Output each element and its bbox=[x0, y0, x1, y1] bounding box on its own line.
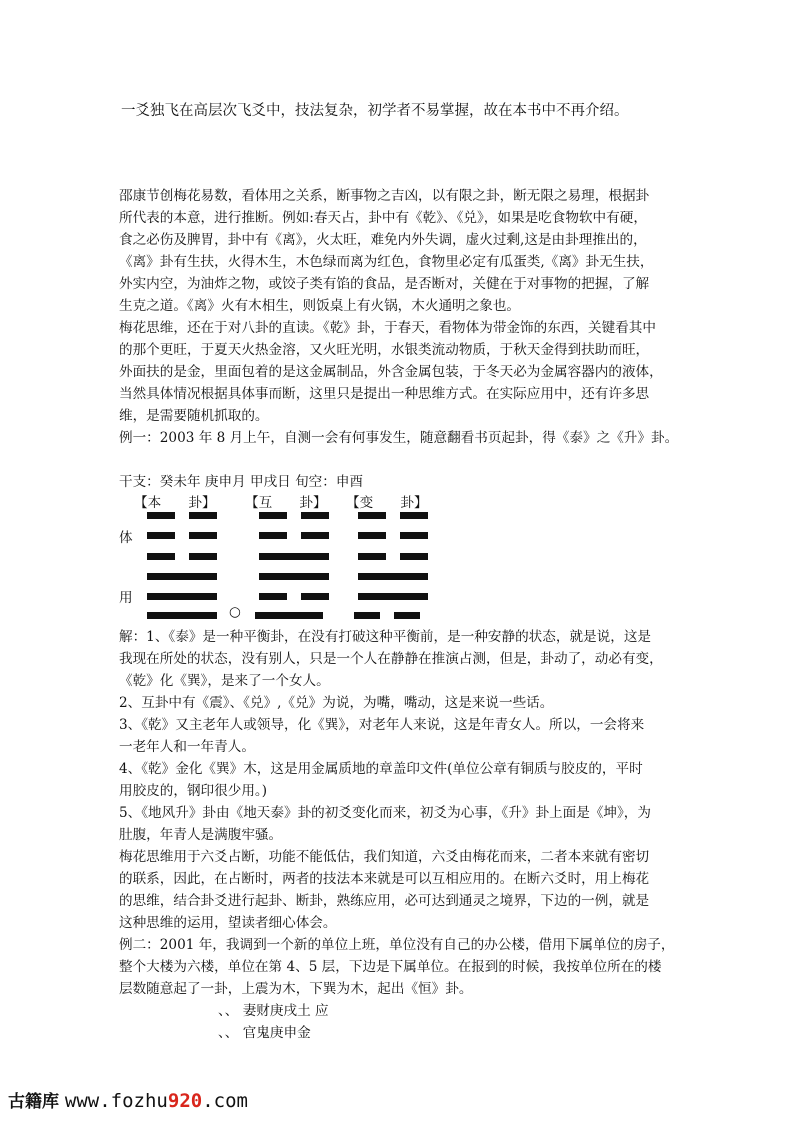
text-line: 《离》卦有生扶，火得木生，木色绿而离为红色，食物里必定有瓜蛋类,《离》卦无生扶， bbox=[119, 254, 654, 270]
yao-bar bbox=[400, 512, 428, 519]
yao-bar bbox=[189, 532, 217, 539]
yao-bar bbox=[147, 612, 217, 619]
footer-site-prefix: www.fozhu bbox=[64, 1090, 168, 1112]
yao-bar bbox=[259, 532, 287, 539]
hexagram-header-hu: 【互 卦】 bbox=[245, 495, 327, 511]
text-line: 例一：2003 年 8 月上午，自测一会有何事发生，随意翻看书页起卦，得《泰》之《升》卦。 bbox=[119, 430, 679, 446]
yao-bar bbox=[358, 512, 386, 519]
yao-bar bbox=[259, 593, 287, 600]
yao-bar bbox=[189, 512, 217, 519]
yao-bar bbox=[358, 532, 386, 539]
moving-line-mark: ○ bbox=[229, 604, 241, 620]
text-line: 维，是需要随机抓取的。 bbox=[119, 408, 269, 424]
text-line: 层数随意起了一卦，上震为木，下巽为木，起出《恒》卦。 bbox=[119, 981, 473, 997]
text-line: 用胶皮的，钢印很少用。) bbox=[119, 783, 268, 799]
ti-label: 体 bbox=[119, 530, 133, 546]
text-line: 肚腹，年青人是满腹牢骚。 bbox=[119, 827, 283, 843]
ganzhi-line: 干支：癸未年 庚申月 甲戌日 旬空：申酉 bbox=[119, 474, 364, 490]
text-line: 梅花思维，还在于对八卦的直读。《乾》卦，于春天，看物体为带金饰的东西，关键看其中 bbox=[119, 320, 656, 336]
text-line: 梅花思维用于六爻占断，功能不能低估，我们知道，六爻由梅花而来，二者本来就有密切 bbox=[119, 849, 650, 865]
text-line: 解：1、《泰》是一种平衡卦，在没有打破这种平衡前，是一种安静的状态，就是说，这是 bbox=[119, 629, 652, 645]
yao-bar bbox=[301, 532, 329, 539]
footer-watermark bbox=[8, 1087, 248, 1112]
yao-bar bbox=[394, 612, 420, 619]
text-line: 一爻独飞在高层次飞爻中，技法复杂，初学者不易掌握，故在本书中不再介绍。 bbox=[121, 103, 629, 119]
text-line: 当然具体情况根据具体事而断，这里只是提出一种思维方式。在实际应用中，还有许多思 bbox=[119, 386, 650, 402]
footer-brand: 古籍库 bbox=[8, 1092, 59, 1112]
text-line: 一老年人和一年青人。 bbox=[119, 739, 255, 755]
hexagram-header-bian: 【变 卦】 bbox=[346, 495, 428, 511]
text-line: 、、 官鬼庚申金 bbox=[218, 1025, 311, 1041]
text-line: 4、《乾》金化《巽》木，这是用金属质地的章盖印文件(单位公章有铜质与胶皮的，平时 bbox=[119, 761, 643, 777]
text-line: 的那个更旺，于夏天火热金溶，又火旺光明，水银类流动物质，于秋天金得到扶助而旺， bbox=[119, 342, 650, 358]
yao-bar bbox=[259, 553, 329, 560]
footer-site-number: 920 bbox=[167, 1090, 203, 1112]
yao-bar bbox=[358, 593, 428, 600]
yao-bar bbox=[354, 612, 380, 619]
text-line: 整个大楼为六楼，单位在第 4、5 层，下边是下属单位。在报到的时候，我按单位所在的楼 bbox=[119, 959, 662, 975]
text-line: 例二：2001 年，我调到一个新的单位上班，单位没有自己的办公楼，借用下属单位的房子， bbox=[119, 937, 675, 953]
yao-bar bbox=[147, 553, 175, 560]
yao-bar bbox=[259, 512, 287, 519]
text-line: 2、互卦中有《震》、《兑》,《兑》为说，为嘴，嘴动，这是来说一些话。 bbox=[119, 695, 554, 711]
hexagram-header-ben: 【本 卦】 bbox=[134, 495, 216, 511]
text-line: 、、 妻财庚戌土 应 bbox=[218, 1003, 329, 1019]
yao-bar bbox=[358, 553, 386, 560]
text-line: 食之必伤及脾胃，卦中有《离》，火太旺，难免内外失调，虚火过剩,这是由卦理推出的， bbox=[119, 232, 647, 248]
text-line: 外实内空，为油炸之物，或饺子类有馅的食品，是否断对，关健在于对事物的把握，了解 bbox=[119, 276, 650, 292]
text-line: 这种思维的运用，望读者细心体会。 bbox=[119, 915, 337, 931]
text-line: 邵康节创梅花易数，看体用之关系，断事物之吉凶，以有限之卦，断无限之易理，根据卦 bbox=[119, 188, 650, 204]
yao-bar bbox=[147, 532, 175, 539]
yao-bar bbox=[301, 593, 329, 600]
yao-bar bbox=[255, 612, 323, 619]
yao-bar bbox=[358, 573, 428, 580]
text-line: 外面扶的是金，里面包着的是这金属制品，外含金属包装，于冬天必为金属容器内的液体， bbox=[119, 364, 663, 380]
text-line: 5、《地风升》卦由《地天泰》卦的初爻变化而来，初爻为心事，《升》卦上面是《坤》，为 bbox=[119, 805, 651, 821]
text-line: 所代表的本意，进行推断。例如:春天占，卦中有《乾》、《兑》，如果是吃食物软中有硬， bbox=[119, 210, 647, 226]
text-line: 的联系，因此，在占断时，两者的技法本来就是可以互相应用的。在断六爻时，用上梅花 bbox=[119, 871, 650, 887]
yao-bar bbox=[147, 573, 217, 580]
yao-bar bbox=[147, 593, 217, 600]
yong-label: 用 bbox=[119, 590, 133, 606]
text-line: 的思维，结合卦爻进行起卦、断卦，熟练应用，必可达到通灵之境界，下边的一例，就是 bbox=[119, 893, 650, 909]
footer-site-suffix: .com bbox=[202, 1090, 248, 1112]
text-line: 《乾》化《巽》，是来了一个女人。 bbox=[119, 673, 330, 689]
yao-bar bbox=[400, 532, 428, 539]
text-line: 生克之道。《离》火有木相生，则饭桌上有火锅，木火通明之象也。 bbox=[119, 298, 521, 314]
yao-bar bbox=[301, 512, 329, 519]
yao-bar bbox=[189, 553, 217, 560]
yao-bar bbox=[259, 573, 329, 580]
text-line: 3、《乾》又主老年人或领导，化《巽》，对老年人来说，这是年青女人。所以，一会将来 bbox=[119, 717, 645, 733]
text-line: 我现在所处的状态，没有别人，只是一个人在静静在推演占测，但是，卦动了，动必有变， bbox=[119, 651, 663, 667]
yao-bar bbox=[400, 553, 428, 560]
yao-bar bbox=[147, 512, 175, 519]
